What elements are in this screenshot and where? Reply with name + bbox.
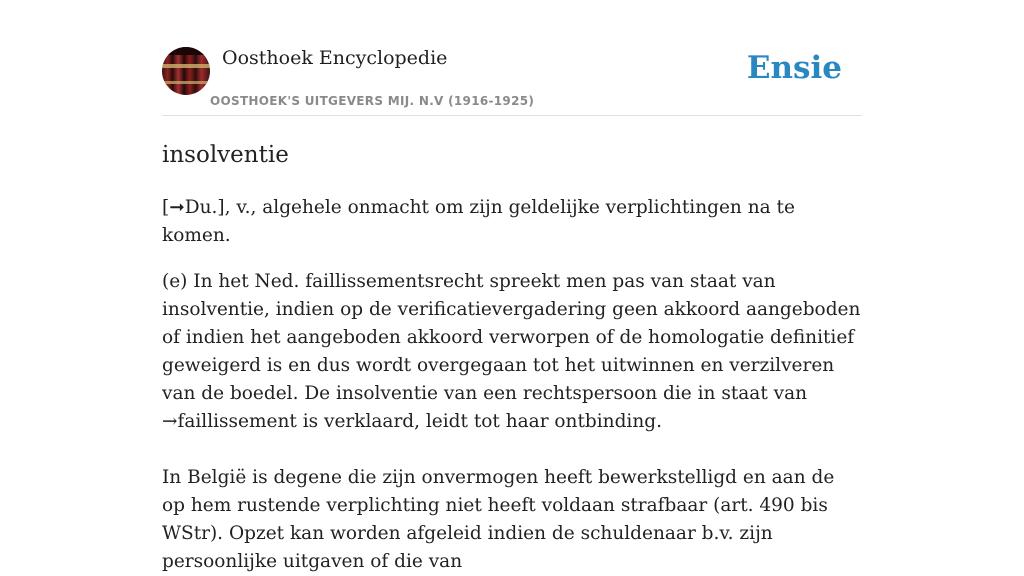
link-du[interactable]: Du. bbox=[184, 197, 218, 218]
publisher-label: OOSTHOEK'S UITGEVERS MIJ. N.V (1916-1925) bbox=[210, 94, 535, 108]
link-faillissement[interactable]: faillissement bbox=[177, 411, 297, 432]
article-title: insolventie bbox=[162, 142, 289, 168]
arrow-icon: → bbox=[162, 411, 178, 432]
paragraph-2-text-end: is verklaard, leidt tot haar ontbinding. bbox=[296, 411, 662, 432]
paragraph-1-text: ], v., algehele onmacht om zijn geldelijke verplichtingen na te komen. bbox=[162, 197, 795, 246]
encyclopedia-avatar[interactable] bbox=[162, 47, 210, 95]
site-title[interactable]: Oosthoek Encyclopedie bbox=[222, 47, 448, 69]
paragraph-2-text: (e) In het Ned. faillissementsrecht spreekt men pas van staat van insolventie, indien op de verificatievergadering geen akkoord aangeboden of indien het aangeboden akkoord verworpen of de homologatie definitief geweigerd is en dus wordt overgegaan tot het uitwinnen en verzilveren van de boedel. De insolventie van een rechtspersoon die in staat van bbox=[162, 271, 861, 404]
arrow-icon: ➞ bbox=[169, 197, 185, 218]
article bbox=[162, 140, 862, 576]
article-paragraph-3: In België is degene die zijn onvermogen heeft bewerkstelligd en aan de op hem rustende verplichting niet heeft voldaan strafbaar (art. 490 bis WStr). Opzet kan worden afgeleid indien de schuldenaar b.v. zijn persoonlijke uitgaven of die van bbox=[162, 467, 835, 572]
article-paragraph-2 bbox=[162, 268, 862, 436]
bracket-open: [ bbox=[162, 197, 170, 218]
site-header bbox=[162, 44, 862, 116]
ensie-logo[interactable]: Ensie bbox=[746, 50, 842, 86]
article-paragraph-1 bbox=[162, 194, 862, 250]
